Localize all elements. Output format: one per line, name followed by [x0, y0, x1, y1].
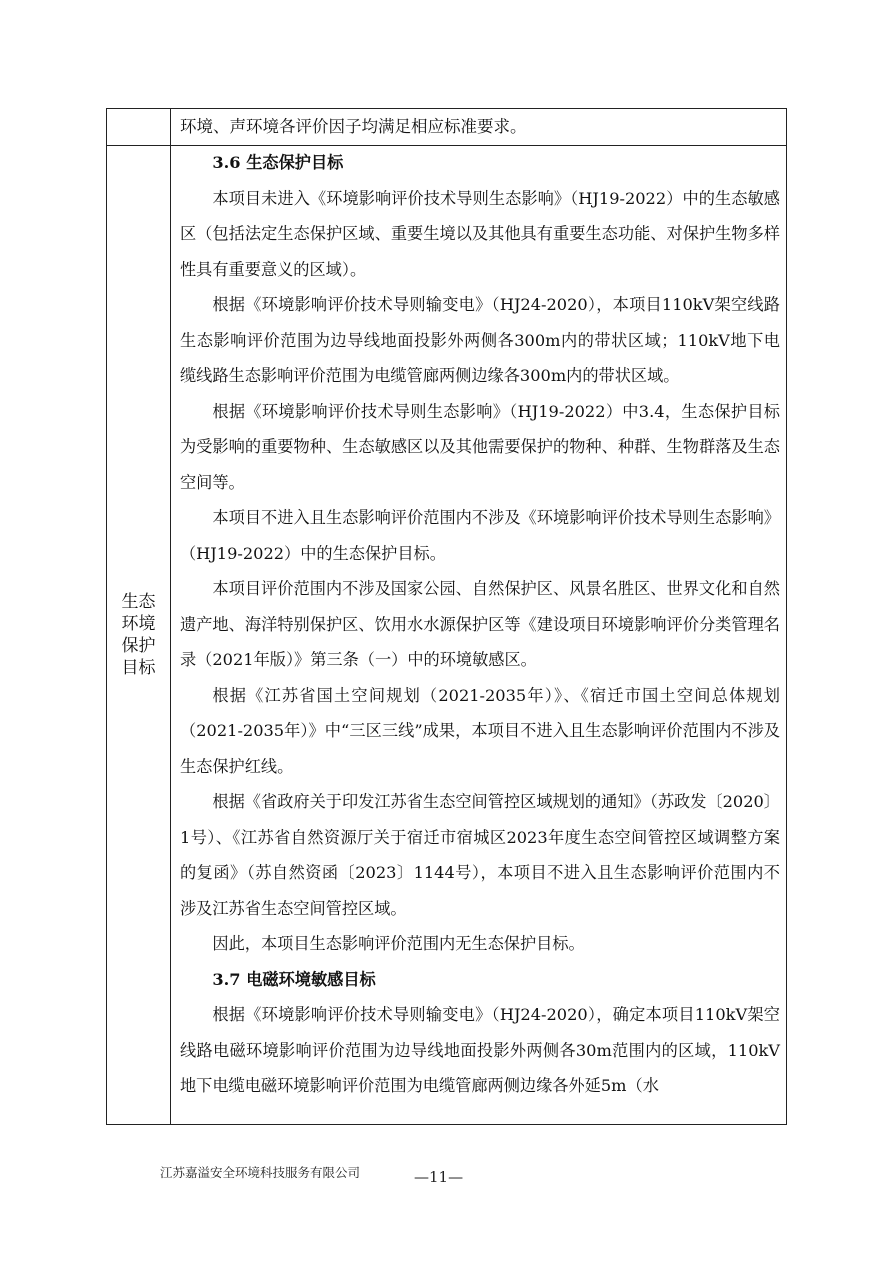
column-divider [170, 109, 171, 1124]
label-line: 环境 [121, 614, 156, 634]
previous-section-tail-text: 环境、声环境各评价因子均满足相应标准要求。 [180, 117, 527, 136]
label-line: 保护 [121, 636, 156, 656]
section-content [180, 145, 780, 1104]
paragraph: 根据《环境影响评价技术导则输变电》（HJ24-2020），确定本项目110kV架空线路电磁环境影响评价范围为边导线地面投影外两侧各30m范围内的区域，110kV地下电缆电磁环境影响评价范围为电缆管廊两侧边缘各外延5m（水 [180, 1005, 780, 1095]
paragraph: 根据《环境影响评价技术导则输变电》（HJ24-2020），本项目110kV架空线路生态影响评价范围为边导线地面投影外两侧各300m内的带状区域；110kV地下电缆线路生态影响评价范围为电缆管廊两侧边缘各300m内的带状区域。 [180, 295, 780, 385]
page-number: —11— [414, 1168, 464, 1186]
paragraph: 根据《省政府关于印发江苏省生态空间管控区域规划的通知》（苏政发〔2020〕1号）、《江苏省自然资源厅关于宿迁市宿城区2023年度生态空间管控区域调整方案的复函》（苏自然资函〔2023〕1144号），本项目不进入且生态影响评价范围内不涉及江苏省生态空间管控区域。 [180, 792, 780, 918]
section-heading-3-7: 3.7 电磁环境敏感目标 [212, 969, 376, 989]
section-heading-3-6: 3.6 生态保护目标 [212, 153, 344, 172]
paragraph: 因此，本项目生态影响评价范围内无生态保护目标。 [212, 934, 585, 953]
paragraph: 本项目不进入且生态影响评价范围内不涉及《环境影响评价技术导则生态影响》（HJ19-2022）中的生态保护目标。 [180, 508, 780, 563]
paragraph: 本项目评价范围内不涉及国家公园、自然保护区、风景名胜区、世界文化和自然遗产地、海洋特别保护区、饮用水水源保护区等《建设项目环境影响评价分类管理名录（2021年版）》第三条（一）中的环境敏感区。 [180, 579, 780, 669]
row-category-label [107, 591, 170, 679]
paragraph: 根据《环境影响评价技术导则生态影响》（HJ19-2022）中3.4，生态保护目标为受影响的重要物种、生态敏感区以及其他需要保护的物种、种群、生物群落及生态空间等。 [180, 401, 780, 492]
paragraph: 本项目未进入《环境影响评价技术导则生态影响》（HJ19-2022）中的生态敏感区（包括法定生态保护区域、重要生境以及其他具有重要生态功能、对保护生物多样性具有重要意义的区域）。 [180, 188, 780, 279]
footer-company-name: 江苏嘉溢安全环境科技服务有限公司 [160, 1165, 361, 1180]
paragraph: 根据《江苏省国土空间规划（2021-2035年）》、《宿迁市国土空间总体规划（2021-2035年）》中“三区三线”成果，本项目不进入且生态影响评价范围内不涉及生态保护红线。 [180, 685, 780, 776]
label-line: 目标 [121, 658, 156, 678]
label-line: 生态 [121, 592, 156, 612]
document-table [106, 108, 787, 1125]
